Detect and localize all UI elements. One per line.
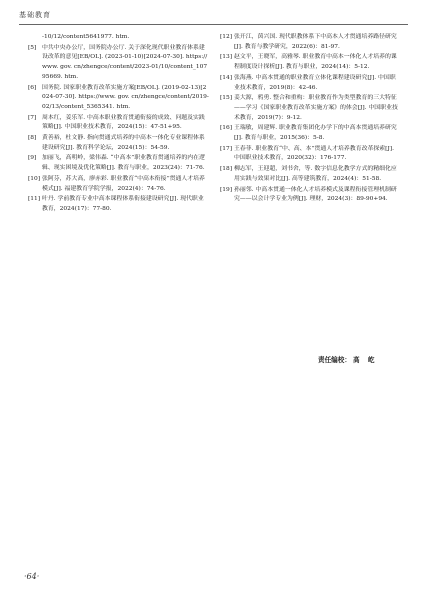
journal-section-label: 基础教育 [19, 11, 51, 19]
reference-text: 姜大源，鸦勇. 整合和重构：职业教育作为类型教育的三大特征——学习《国家职业教育改革实施方案》的体会[J]. 中国职业技术教育，2019(7)：9-12. [234, 95, 398, 121]
reference-number: [9] [28, 155, 37, 162]
reference-item [220, 124, 401, 143]
reference-item [220, 165, 401, 184]
reference-item [220, 53, 401, 72]
reference-number: [17] [220, 145, 233, 152]
reference-number: [8] [28, 135, 37, 142]
reference-number: [18] [220, 166, 233, 173]
left-reference-column [28, 33, 209, 216]
reference-text: 赵文平，王晓军，高雅琴. 职业教育中高本一体化人才培养的课程制度设计探析[J]. 教育与职业，2024(14)：5-12. [234, 54, 397, 71]
reference-number: [10] [28, 175, 41, 182]
page-number: ·64· [24, 572, 40, 581]
reference-text: 柳志军，王迎超，刘书舍，等. 数字信息化教学方式的精细化应用实践与效果对比[J]. 高等建筑教育，2024(4)：51-58. [234, 166, 397, 182]
reference-item [28, 175, 209, 194]
reference-item [220, 94, 401, 123]
editor-label: 责任编校： [318, 356, 351, 364]
reference-item [220, 74, 401, 93]
reference-text: 王春菲. 职业教育“中、高、本”贯通人才培养教育改革探索[J]. 中国职业技术教育，2020(32)：176-177. [234, 145, 394, 162]
reference-item [220, 186, 401, 205]
reference-item [28, 134, 209, 153]
reference-text: 张开江，茵兴国. 现代职教体系下中高本人才贯通培养路径研究[J]. 教育与教学研究，2022(6)：81-97. [234, 34, 397, 50]
editor-name: 高 屹 [352, 356, 378, 364]
reference-text: 中共中央办公厅，国务院办公厅. 关于深化现代职业教育体系建设改革的意见[EB/OL]. (2023-01-10)[2024-07-30]. https://www. gov. cn/zhengce/content/2023-01/10/content_10795669. htm. [42, 44, 208, 80]
reference-item [28, 195, 209, 214]
reference-number: [14] [220, 74, 233, 81]
reference-text: 周本红，姜乐军. 中高本职业教育贯通衔接的成效、问题及实践策略[J]. 中国职业技术教育，2024(15)：47-51+95. [42, 114, 205, 131]
reference-number: [12] [220, 34, 233, 40]
reference-text: 国务院. 国家职业教育改革实施方案[EB/OL]. (2019-02-13)[2024-07-30]. https://www. gov. cn/zhengce/content/2019-02/13/content_5365341. htm. [42, 84, 209, 110]
reference-number: [7] [28, 114, 37, 121]
reference-item [220, 145, 401, 164]
right-reference-column [220, 33, 401, 206]
reference-text: 黄善裕，杜文静. 指向贯通式培养的中高本一体化专业课程体系建设研究[J]. 教育科学论坛，2024(15)：54-59. [42, 135, 205, 151]
reference-item [28, 114, 209, 133]
reference-text: 叶丹. 学前教育专业中高本课程体系衔接建设研究[J]. 现代职业教育，2024(17)：77-80. [42, 196, 204, 212]
reference-number: [11] [28, 196, 41, 203]
reference-item [220, 33, 401, 52]
reference-number: [6] [28, 84, 37, 91]
reference-text: 张阿芬，苏大高，廖赤彩. 职业教育“中高本衔接”贯通人才培养模式[J]. 福建教育学院学报，2022(4)：74-76. [42, 175, 205, 192]
reference-continuation: -10/12/content5641977. htm. [42, 34, 130, 40]
reference-number: [16] [220, 125, 233, 132]
reference-item [28, 84, 209, 113]
reference-text: 王瑞敏，周建辉. 职业教育集团化办学下的中高本贯通培养研究[J]. 教育与职业，2015(36)：5-8. [234, 125, 397, 142]
reference-item [28, 154, 209, 173]
reference-number: [19] [220, 186, 233, 193]
reference-text: 张海燕. 中高本贯通的职业教育立体化课程建设研究[J]. 中国职业技术教育，2019(8)：42-46. [234, 74, 396, 91]
reference-text: 孙丽邻. 中高本贯通一体化人才培养模式及课程衔接管理机制研究——以会计学专业为例[J]. 理财，2024(3)：89-90+94. [234, 186, 397, 203]
responsible-editor-line [318, 354, 377, 364]
reference-number: [13] [220, 54, 233, 61]
reference-number: [15] [220, 95, 233, 102]
reference-text: 加丽飞，高明岭，梁伟森. “中高本”职业教育贯通培养的内在逻辑、现实困境及优化策略[J]. 教育与职业，2023(24)：71-76. [42, 155, 205, 172]
reference-number: [5] [28, 44, 37, 51]
running-header [19, 8, 408, 25]
reference-item [28, 44, 209, 83]
